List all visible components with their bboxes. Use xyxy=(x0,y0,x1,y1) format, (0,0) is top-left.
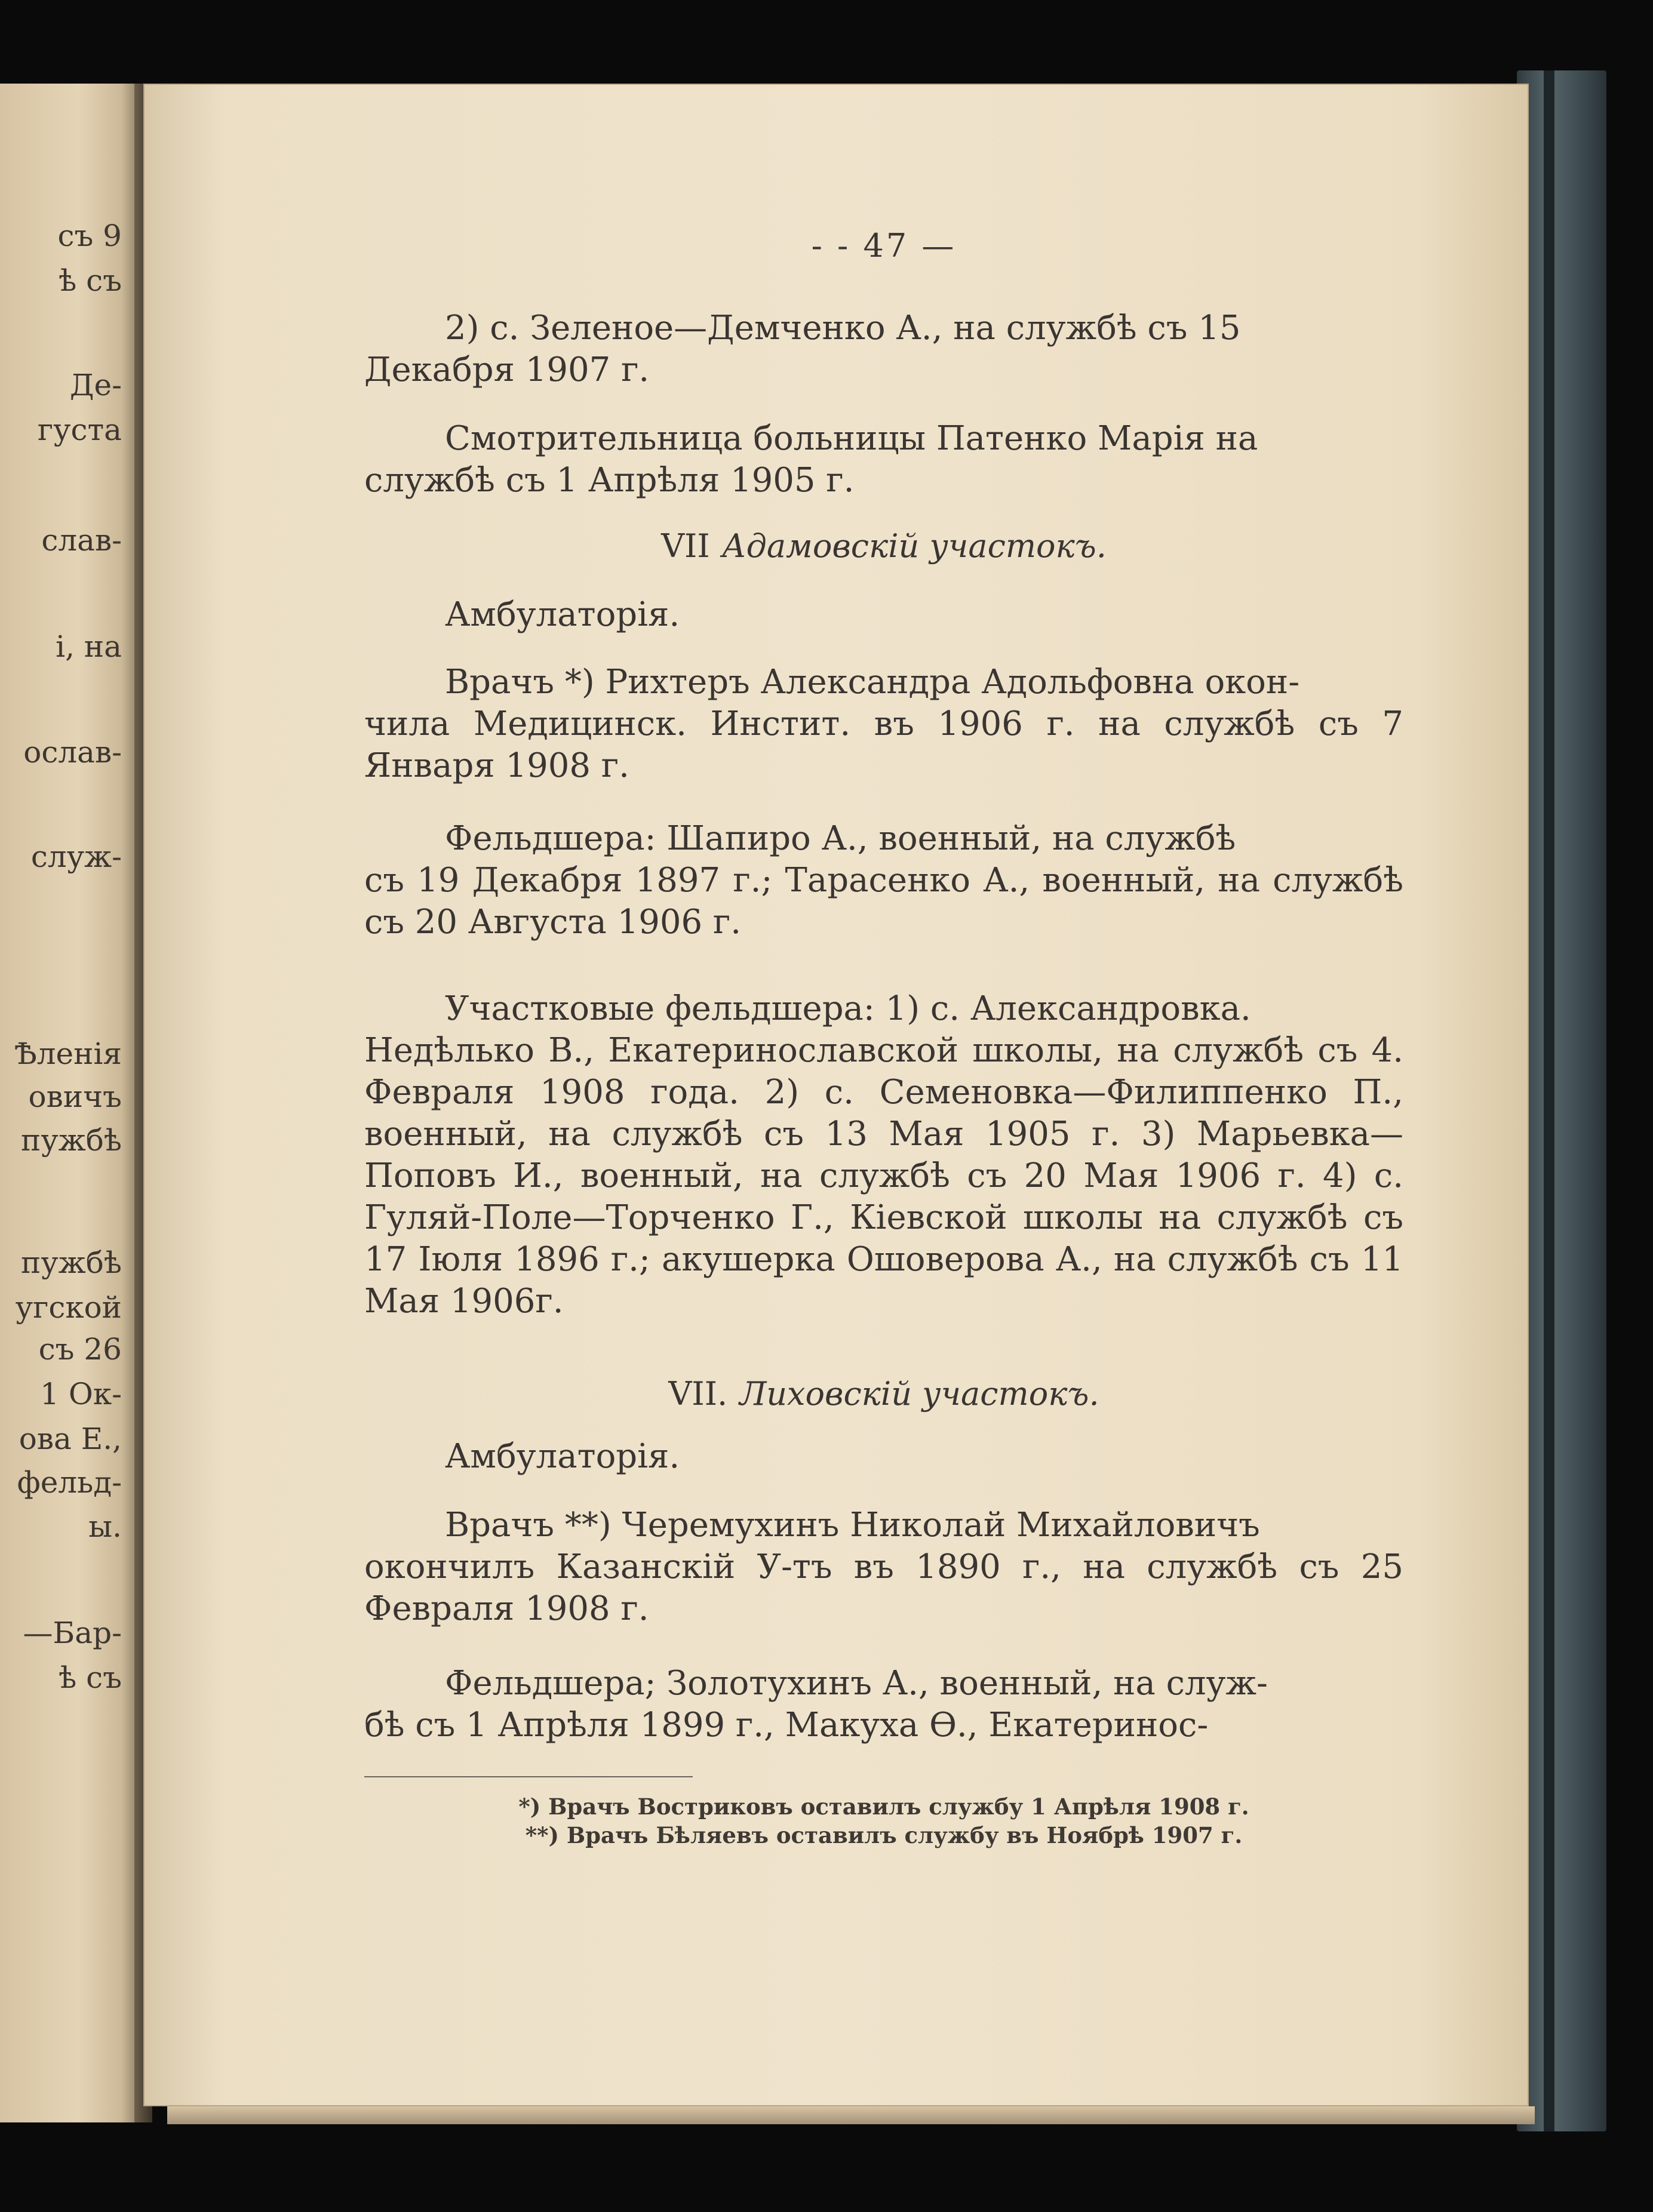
left-page-line: пужбѣ xyxy=(21,1245,122,1280)
left-page-line: ова Е., xyxy=(19,1422,122,1456)
left-page-line: 1 Ок- xyxy=(40,1377,122,1411)
left-page-line: овичъ xyxy=(28,1079,122,1114)
left-page-line: ослав- xyxy=(23,735,122,770)
paragraph-first-line: Врачъ *) Рихтеръ Александра Адольфовна окон- xyxy=(445,663,1300,702)
paragraph-first-line: Амбулаторія. xyxy=(445,595,680,634)
left-page-line: пужбѣ xyxy=(21,1123,122,1158)
paragraph xyxy=(364,988,1403,1322)
paragraph-continuation: службѣ съ 1 Апрѣля 1905 г. xyxy=(364,461,855,500)
paragraph-continuation: Декабря 1907 г. xyxy=(364,350,650,389)
left-page-line: угской xyxy=(15,1290,122,1325)
paragraph xyxy=(364,307,1403,391)
paragraph xyxy=(364,1505,1403,1630)
paragraph-first-line: Врачъ **) Черемухинъ Николай Михайловичъ xyxy=(445,1506,1260,1545)
footnote-divider xyxy=(364,1776,693,1777)
paragraph-continuation: Недѣлько В., Екатеринославской школы, на службѣ съ 4. Февраля 1908 года. 2) с. Семеновка—Филиппенко П., военный, на службѣ съ 13 Мая 1905 г. 3) Марьевка—Поповъ И., военный, на службѣ съ 20 Мая 1906 г. 4) с. Гуляй-Поле—Торченко Г., Кіевской школы на службѣ съ 17 Іюля 1896 г.; акушерка Ошоверова А., на службѣ съ 11 Мая 1906г. xyxy=(364,1031,1403,1321)
left-page-line: Ѣленія xyxy=(14,1036,122,1071)
left-page-line: Де- xyxy=(69,368,122,402)
paragraph xyxy=(364,662,1403,787)
previous-page-edge xyxy=(0,84,143,2122)
book-cover-board xyxy=(1517,70,1606,2131)
book-cover-edge xyxy=(1544,70,1554,2131)
paragraph-continuation: окончилъ Казанскій У-тъ въ 1890 г., на службѣ съ 25 Февраля 1908 г. xyxy=(364,1548,1403,1628)
section-title: Лиховскій участокъ. xyxy=(739,1375,1099,1413)
paragraph xyxy=(364,818,1403,943)
left-page-line: фельд- xyxy=(17,1465,122,1500)
paragraph-continuation: чила Медицинск. Инстит. въ 1906 г. на службѣ съ 7 Января 1908 г. xyxy=(364,704,1403,785)
paragraph xyxy=(364,594,1403,636)
footnote: **) Врачъ Бѣляевъ оставилъ службу въ Ноябрѣ 1907 г. xyxy=(525,1822,1243,1848)
left-page-line: ѣ съ xyxy=(59,263,122,298)
left-page-line: і, на xyxy=(56,629,122,664)
left-page-line: служ- xyxy=(30,839,122,874)
left-page-line: густа xyxy=(37,413,122,447)
paragraph xyxy=(364,418,1403,502)
left-page-line: —Бар- xyxy=(23,1616,122,1650)
section-heading xyxy=(364,1373,1403,1415)
paragraph-first-line: Участковые фельдшера: 1) с. Александровка. xyxy=(445,989,1251,1028)
paragraph-first-line: Фельдшера: Шапиро А., военный, на службѣ xyxy=(445,819,1236,858)
section-heading xyxy=(364,525,1403,567)
paragraph-first-line: Фельдшера; Золотухинъ А., военный, на служ- xyxy=(445,1664,1268,1703)
section-title: Адамовскій участокъ. xyxy=(721,527,1107,565)
paragraph xyxy=(364,1436,1403,1478)
paragraph xyxy=(364,1663,1403,1746)
left-page-line: съ 26 xyxy=(38,1332,122,1367)
page-bottom-edge xyxy=(167,2106,1535,2124)
left-page-line: слав- xyxy=(41,523,122,558)
footnote: *) Врачъ Востриковъ оставилъ службу 1 Апрѣля 1908 г. xyxy=(518,1793,1249,1820)
paragraph-continuation: бѣ съ 1 Апрѣля 1899 г., Макуха Ѳ., Екатеринос- xyxy=(364,1706,1209,1745)
left-page-line: ѣ съ xyxy=(59,1660,122,1695)
section-number: VII. xyxy=(668,1375,728,1413)
section-number: VII xyxy=(661,527,710,565)
page-number: - - 47 — xyxy=(811,227,957,264)
page xyxy=(143,84,1529,2106)
paragraph-continuation: съ 19 Декабря 1897 г.; Тарасенко А., военный, на службѣ съ 20 Августа 1906 г. xyxy=(364,861,1403,942)
paragraph-first-line: Смотрительница больницы Патенко Марія на xyxy=(445,419,1258,458)
left-page-line: ы. xyxy=(88,1509,122,1544)
paragraph-first-line: Амбулаторія. xyxy=(445,1437,680,1476)
left-page-line: съ 9 xyxy=(57,219,122,253)
paragraph-first-line: 2) с. Зеленое—Демченко А., на службѣ съ 15 xyxy=(445,309,1241,347)
